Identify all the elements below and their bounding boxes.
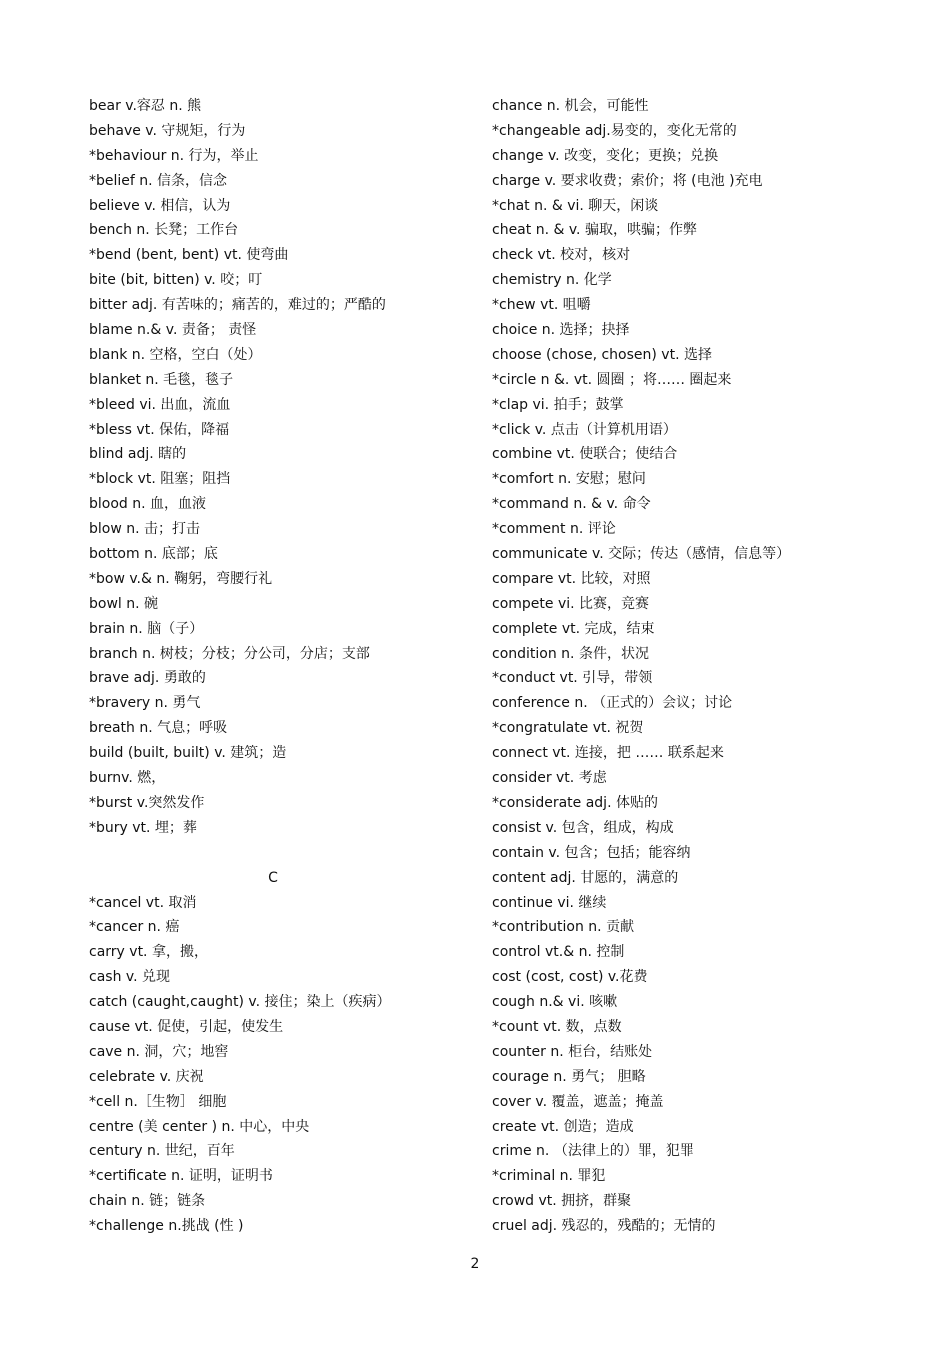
vocabulary-entry: century n. 世纪，百年: [89, 1143, 235, 1160]
vocabulary-entry: conference n. （正式的）会议；讨论: [492, 695, 733, 712]
vocabulary-entry: *bleed vi. 出血，流血: [89, 396, 231, 413]
vocabulary-entry: *chat n. & vi. 聊天，闲谈: [492, 197, 659, 214]
vocabulary-entry: compete vi. 比赛，竞赛: [492, 595, 650, 612]
vocabulary-entry: courage n. 勇气； 胆略: [492, 1068, 646, 1085]
vocabulary-entry: *block vt. 阻塞；阻挡: [89, 471, 231, 488]
vocabulary-entry: *bury vt. 埋；葬: [89, 819, 197, 836]
left-column: [89, 94, 489, 1239]
vocabulary-entry: *conduct vt. 引导，带领: [492, 670, 653, 687]
vocabulary-entry: create vt. 创造；造成: [492, 1118, 634, 1135]
vocabulary-entry: *cancel vt. 取消: [89, 894, 197, 911]
vocabulary-entry: choose (chose, chosen) vt. 选择: [492, 346, 712, 363]
vocabulary-entry: compare vt. 比较，对照: [492, 570, 651, 587]
vocabulary-entry: consist v. 包含，组成，构成: [492, 819, 674, 836]
vocabulary-entry: *bravery n. 勇气: [89, 695, 201, 712]
vocabulary-entry: complete vt. 完成，结束: [492, 620, 655, 637]
vocabulary-entry: charge v. 要求收费；索价；将 (电池 )充电: [492, 172, 763, 189]
vocabulary-entry: catch (caught,caught) v. 接住；染上（疾病）: [89, 994, 391, 1011]
vocabulary-entry: blood n. 血，血液: [89, 496, 207, 513]
c-entries-continued: [492, 94, 912, 1239]
vocabulary-entry: choice n. 选择；抉择: [492, 322, 630, 339]
vocabulary-entry: cough n.& vi. 咳嗽: [492, 994, 618, 1011]
vocabulary-entry: chain n. 链；链条: [89, 1193, 206, 1210]
vocabulary-entry: condition n. 条件，状况: [492, 645, 649, 662]
vocabulary-entry: believe v. 相信，认为: [89, 197, 231, 214]
vocabulary-entry: cave n. 洞，穴；地窖: [89, 1043, 229, 1060]
vocabulary-entry: cheat n. & v. 骗取，哄骗；作弊: [492, 222, 697, 239]
vocabulary-entry: carry vt. 拿，搬，: [89, 944, 208, 961]
vocabulary-entry: brave adj. 勇敢的: [89, 670, 206, 687]
vocabulary-entry: *belief n. 信条，信念: [89, 172, 228, 189]
vocabulary-entry: *circle n &. vt. 圆圈 ；将…… 圈起来: [492, 371, 732, 388]
vocabulary-entry: *changeable adj.易变的，变化无常的: [492, 122, 737, 139]
vocabulary-entry: chance n. 机会，可能性: [492, 98, 649, 114]
page-number: 2: [470, 1256, 480, 1272]
vocabulary-entry: combine vt. 使联合；使结合: [492, 446, 678, 463]
vocabulary-entry: cause vt. 促使，引起，使发生: [89, 1018, 284, 1035]
vocabulary-entry: bear v.容忍 n. 熊: [89, 98, 202, 114]
vocabulary-entry: cost (cost, cost) v.花费: [492, 969, 648, 986]
section-letter: C: [268, 869, 278, 886]
vocabulary-entry: *cell n.［生物］ 细胞: [89, 1093, 227, 1110]
vocabulary-entry: continue vi. 继续: [492, 894, 607, 911]
vocabulary-entry: bench n. 长凳；工作台: [89, 222, 239, 239]
vocabulary-entry: *bend (bent, bent) vt. 使弯曲: [89, 247, 289, 264]
vocabulary-entry: check vt. 校对，核对: [492, 247, 631, 264]
vocabulary-entry: change v. 改变，变化；更换；兑换: [492, 147, 719, 164]
vocabulary-entry: *behaviour n. 行为，举止: [89, 147, 259, 164]
vocabulary-entry: bite (bit, bitten) v. 咬；叮: [89, 272, 263, 289]
vocabulary-entry: *command n. & v. 命令: [492, 496, 651, 513]
vocabulary-entry: bitter adj. 有苦味的；痛苦的，难过的；严酷的: [89, 297, 386, 314]
vocabulary-entry: bottom n. 底部；底: [89, 546, 218, 563]
vocabulary-entry: communicate v. 交际；传达（感情，信息等）: [492, 546, 791, 563]
b-entries: [89, 94, 489, 841]
vocabulary-entry: centre (美 center ) n. 中心，中央: [89, 1118, 310, 1135]
vocabulary-entry: *congratulate vt. 祝贺: [492, 720, 644, 737]
vocabulary-entry: connect vt. 连接，把 …… 联系起来: [492, 745, 724, 762]
vocabulary-entry: *comfort n. 安慰；慰问: [492, 471, 646, 488]
vocabulary-entry: brain n. 脑（子）: [89, 620, 204, 637]
vocabulary-entry: *considerate adj. 体贴的: [492, 794, 658, 811]
vocabulary-entry: behave v. 守规矩，行为: [89, 122, 246, 139]
vocabulary-entry: branch n. 树枝；分枝；分公司，分店；支部: [89, 645, 370, 662]
vocabulary-entry: contain v. 包含；包括；能容纳: [492, 844, 691, 861]
vocabulary-entry: blanket n. 毛毯，毯子: [89, 371, 234, 388]
section-gap: [89, 841, 489, 866]
vocabulary-entry: *cancer n. 癌: [89, 919, 180, 936]
vocabulary-entry: blow n. 击；打击: [89, 521, 201, 538]
right-column: [492, 94, 912, 1239]
vocabulary-entry: blank n. 空格，空白（处）: [89, 346, 262, 363]
vocabulary-entry: consider vt. 考虑: [492, 770, 607, 787]
vocabulary-entry: build (built, built) v. 建筑；造: [89, 745, 287, 762]
vocabulary-entry: crowd vt. 拥挤，群聚: [492, 1193, 632, 1210]
vocabulary-entry: bowl n. 碗: [89, 595, 159, 612]
vocabulary-entry: *bless vt. 保佑，降福: [89, 421, 230, 438]
vocabulary-entry: *burst v.突然发作: [89, 794, 205, 811]
vocabulary-entry: cruel adj. 残忍的，残酷的；无情的: [492, 1218, 716, 1235]
vocabulary-entry: *contribution n. 贡献: [492, 919, 635, 936]
vocabulary-entry: *chew vt. 咀嚼: [492, 297, 591, 314]
vocabulary-entry: control vt.& n. 控制: [492, 944, 625, 961]
vocabulary-entry: *challenge n.挑战 (性 ): [89, 1218, 244, 1235]
vocabulary-entry: *count vt. 数，点数: [492, 1018, 622, 1035]
vocabulary-entry: crime n. （法律上的）罪，犯罪: [492, 1143, 694, 1160]
vocabulary-entry: cash v. 兑现: [89, 969, 170, 986]
vocabulary-entry: blind adj. 瞎的: [89, 446, 187, 463]
vocabulary-entry: *certificate n. 证明，证明书: [89, 1168, 273, 1185]
vocabulary-entry: *criminal n. 罪犯: [492, 1168, 606, 1185]
c-entries: [89, 891, 489, 1239]
vocabulary-entry: blame n.& v. 责备； 责怪: [89, 322, 257, 339]
vocabulary-entry: breath n. 气息；呼吸: [89, 720, 228, 737]
vocabulary-entry: *bow v.& n. 鞠躬，弯腰行礼: [89, 570, 273, 587]
vocabulary-entry: celebrate v. 庆祝: [89, 1068, 204, 1085]
vocabulary-entry: counter n. 柜台，结账处: [492, 1043, 653, 1060]
vocabulary-entry: *clap vi. 拍手；鼓掌: [492, 396, 624, 413]
vocabulary-entry: chemistry n. 化学: [492, 272, 612, 289]
vocabulary-entry: burnv. 燃，: [89, 770, 166, 787]
vocabulary-entry: *click v. 点击（计算机用语）: [492, 421, 677, 438]
vocabulary-entry: content adj. 甘愿的，满意的: [492, 869, 679, 886]
vocabulary-entry: cover v. 覆盖，遮盖；掩盖: [492, 1093, 664, 1110]
vocabulary-entry: *comment n. 评论: [492, 521, 616, 538]
